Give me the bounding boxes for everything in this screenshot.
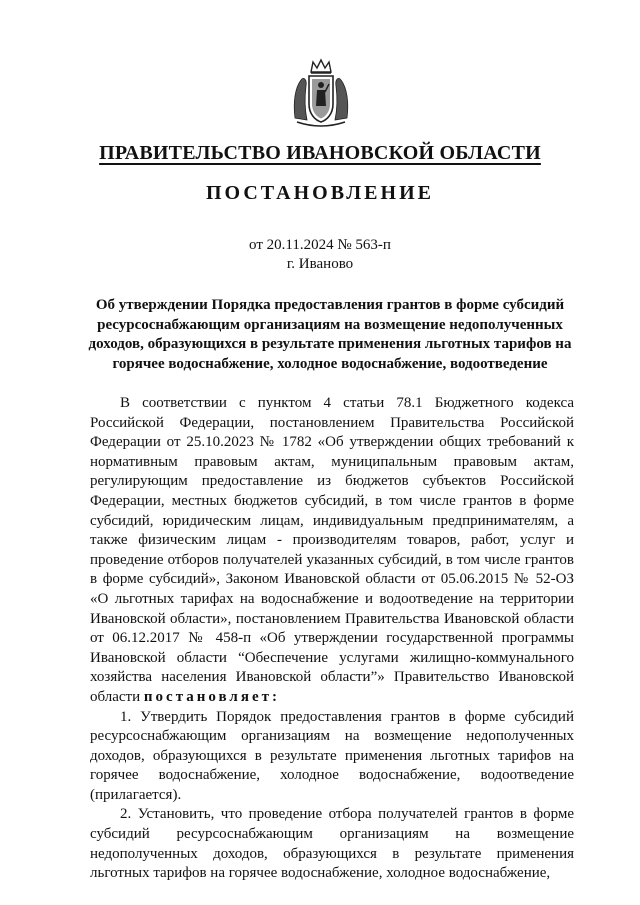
city: г. Иваново: [286, 256, 354, 272]
item-2-paragraph: 2. Установить, что проведение отбора получателей грантов в форме субсидий ресурсоснабжающим организациям на возмещение недополученных доходов, образующихся в результате применения льготных тарифов на горячее водоснабжение, холодное водоснабжение,: [90, 806, 574, 882]
document-subject: Об утверждении Порядка предоставления грантов в форме субсидий ресурсоснабжающим организациям на возмещение недополученных доходов, образующихся в результате применения льготных тарифов на горячее водоснабжение, холодное водоснабжение, водоотведение: [88, 297, 572, 372]
resolves-word: постановляет:: [143, 688, 280, 705]
organization-title: ПРАВИТЕЛЬСТВО ИВАНОВСКОЙ ОБЛАСТИ: [99, 142, 541, 164]
item-1-paragraph: 1. Утвердить Порядок предоставления грантов в форме субсидий ресурсоснабжающим организациям на возмещение недополученных доходов, образующихся в результате применения льготных тарифов на горячее водоснабжение, холодное водоснабжение, водоотведение (прилагается).: [90, 708, 574, 803]
document-type: ПОСТАНОВЛЕНИЕ: [206, 182, 434, 204]
ivanovo-coat-of-arms-icon: [291, 58, 351, 130]
document-body: [90, 394, 574, 884]
document-meta: [0, 236, 640, 274]
date-number: от 20.11.2024 № 563-п: [249, 237, 391, 253]
preamble-paragraph: В соответствии с пунктом 4 статьи 78.1 Бюджетного кодекса Российской Федерации, постановлением Правительства Российской Федерации от 25.10.2023 № 1782 «Об утверждении общих требований к нормативным правовым актам, муниципальным правовым актам, регулирующим предоставление из бюджетов субъектов Российской Федерации, местных бюджетов субсидий, в том числе грантов в форме субсидий, юридическим лицам, индивидуальным предпринимателям, а также физическим лицам - производителям товаров, работ, услуг и проведение отборов получателей указанных субсидий, в том числе грантов в форме субсидий», Законом Ивановской области от 05.06.2015 № 52-ОЗ «О льготных тарифах на водоснабжение и водоотведение на территории Ивановской области», постановлением Правительства Ивановской области от 06.12.2017 № 458-п «Об утверждении государственной программы Ивановской области “Обеспечение услугами жилищно-коммунального хозяйства населения Ивановской области”» Правительство Ивановской области постановляет:: [90, 395, 574, 705]
